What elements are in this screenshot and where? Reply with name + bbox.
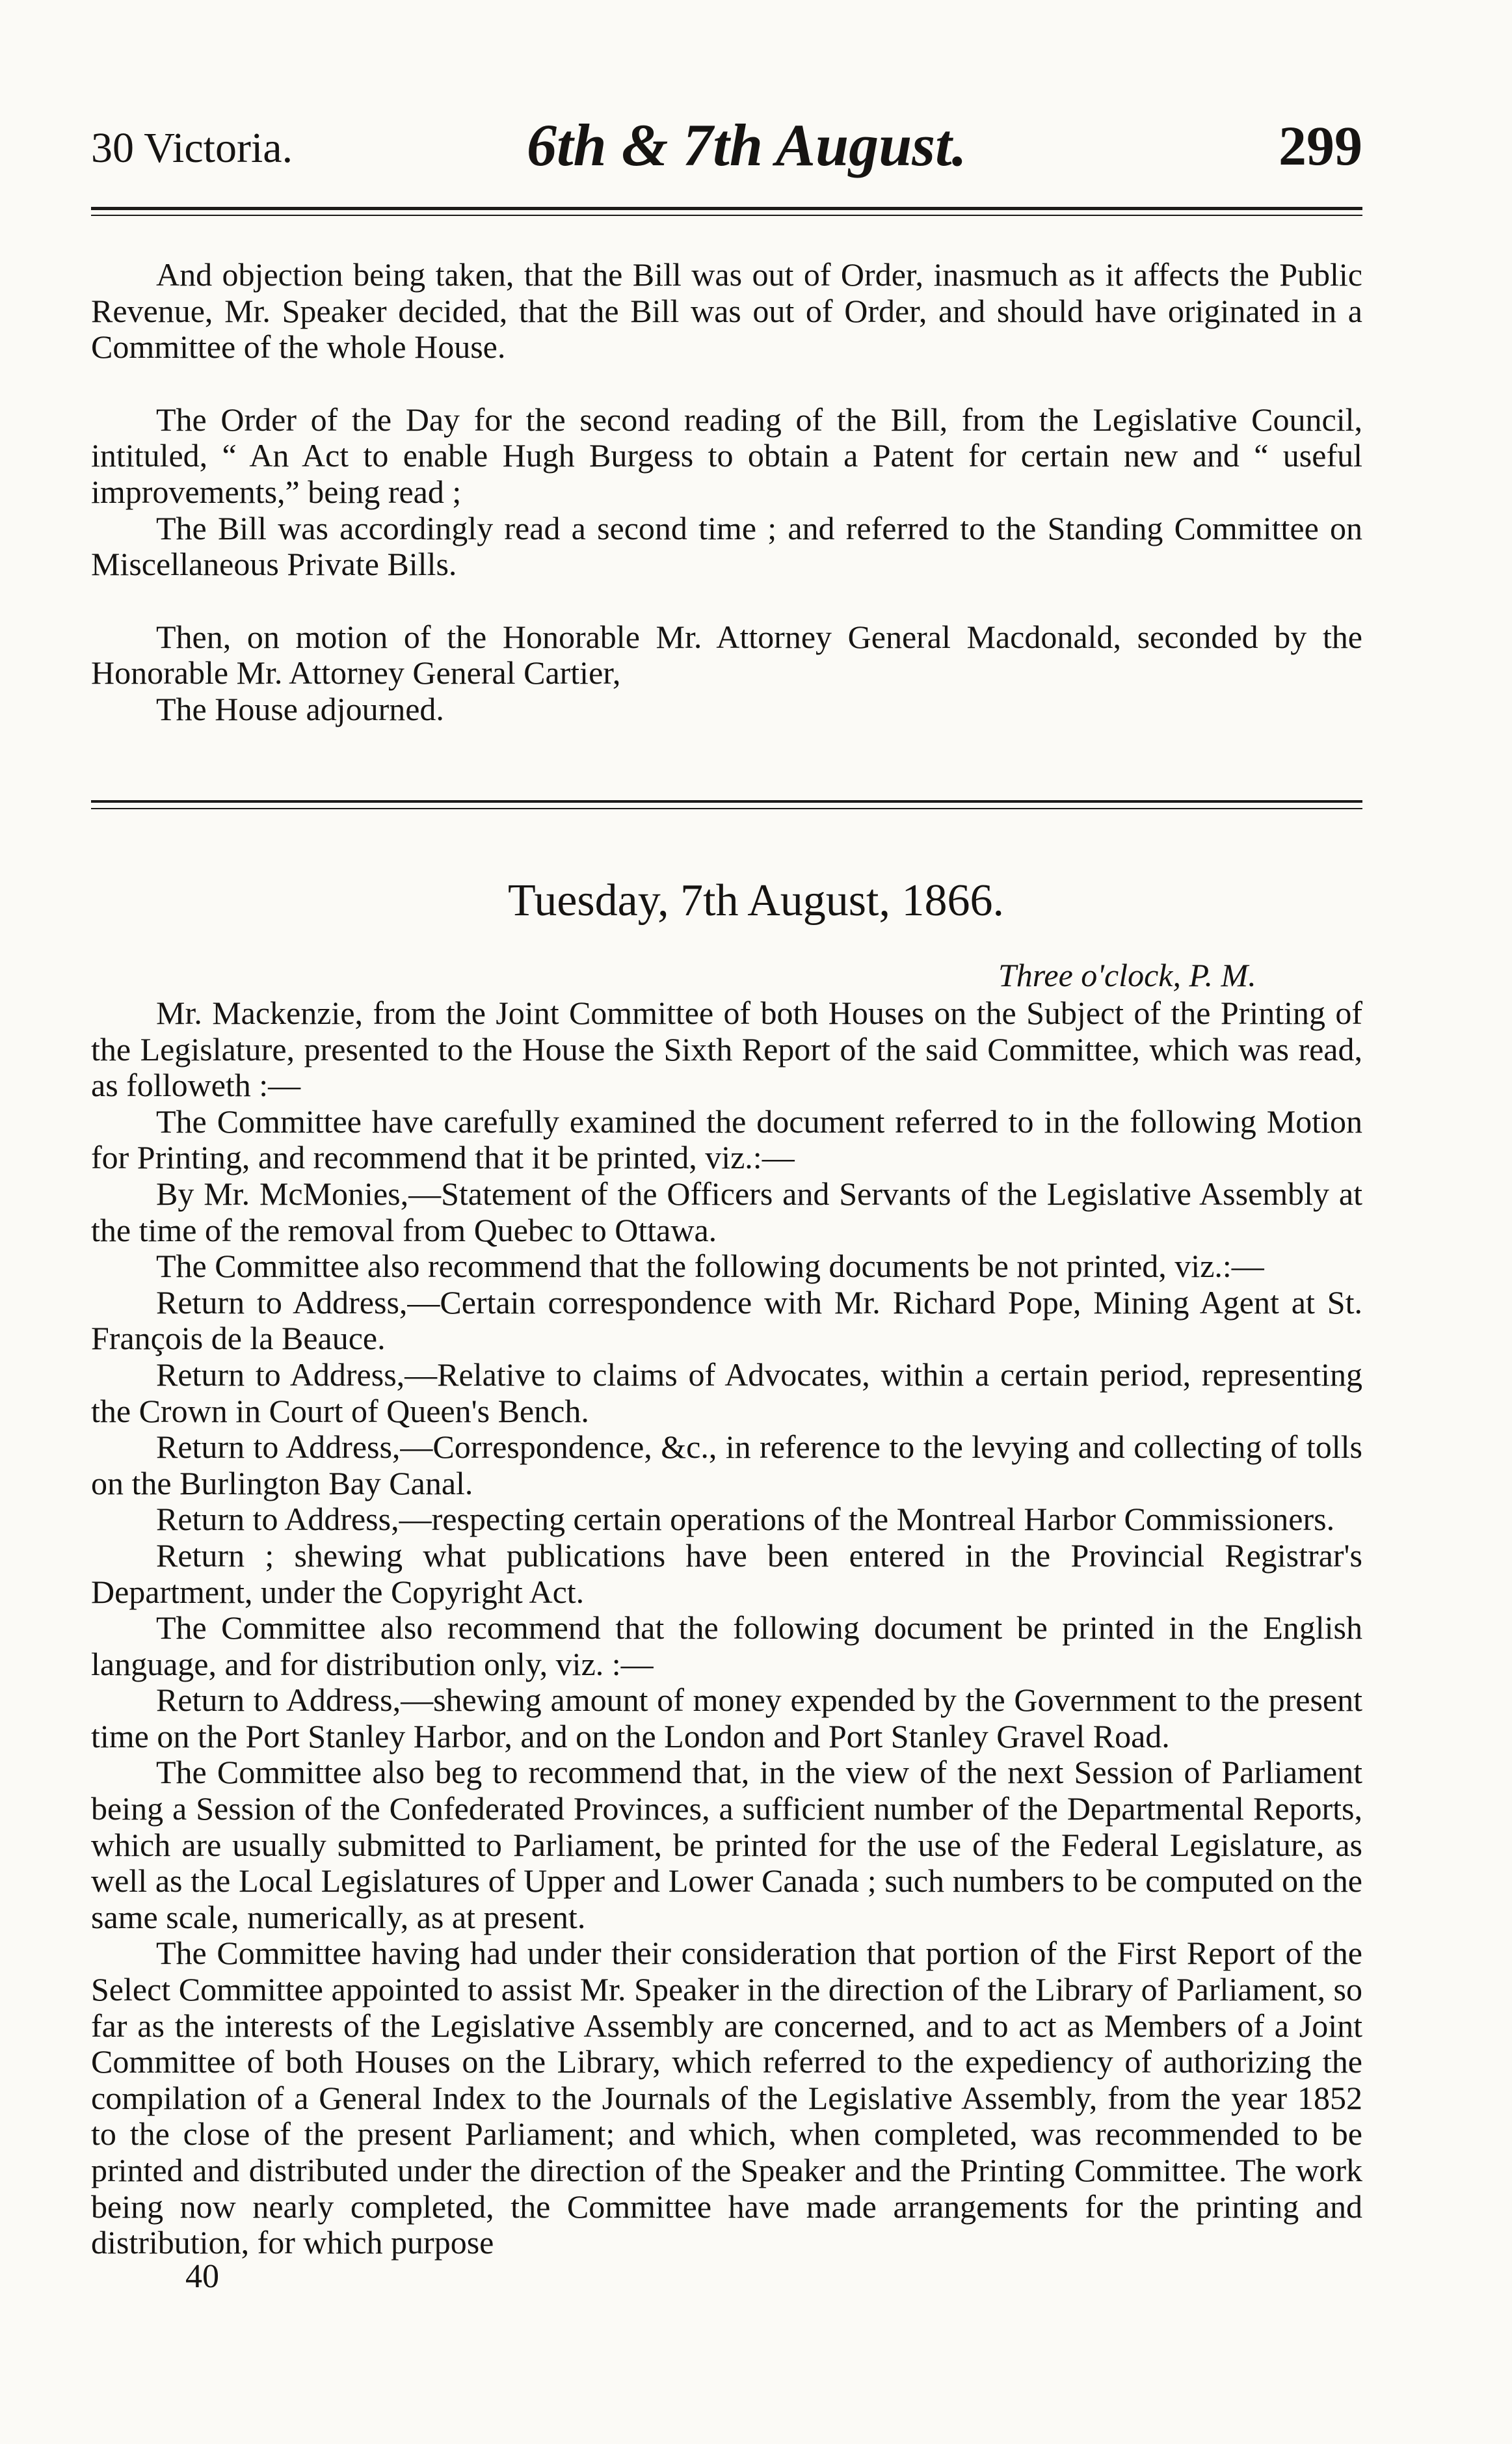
running-header [91, 111, 1362, 189]
paragraph: Mr. Mackenzie, from the Joint Committee of both Houses on the Subject of the Printing of the Legislature, presented to the House the Sixth Report of the said Committee, which was read, as followeth :— [91, 995, 1362, 1104]
paragraph: Then, on motion of the Honorable Mr. Attorney General Macdonald, seconded by the Honorable Mr. Attorney General Cartier, [91, 618, 1362, 692]
sitting-time: Three o'clock, P. M. [998, 957, 1256, 993]
header-rule [91, 207, 1362, 210]
paragraph: Return to Address,—Certain correspondence with Mr. Richard Pope, Mining Agent at St. François de la Beauce. [91, 1283, 1362, 1357]
main-section [91, 995, 1362, 2261]
signature-mark: 40 [185, 2258, 219, 2295]
session-label: 30 Victoria. [91, 124, 293, 172]
paragraph: The Order of the Day for the second reading of the Bill, from the Legislative Council, intituled, “ An Act to enable Hugh Burgess to obtain a Patent for certain new and “ useful improvements,” being read ; [91, 401, 1362, 510]
paragraph: Return to Address,—Correspondence, &c., in reference to the levying and collecting of tolls on the Burlington Bay Canal. [91, 1429, 1362, 1501]
header-dates: 6th & 7th August. [527, 112, 967, 178]
paragraph: And objection being taken, that the Bill was out of Order, inasmuch as it affects the Public Revenue, Mr. Speaker decided, that the Bill was out of Order, and should have originated in a Committee of the whole House. [91, 256, 1362, 366]
paragraph: Return ; shewing what publications have been entered in the Provincial Registrar's Department, under the Copyright Act. [91, 1537, 1362, 1610]
page-number: 299 [1279, 114, 1362, 177]
paragraph: By Mr. McMonies,—Statement of the Officers and Servants of the Legislative Assembly at the time of the removal from Quebec to Ottawa. [91, 1175, 1362, 1248]
paragraph: The Committee having had under their consideration that portion of the First Report of the Select Committee appointed to assist Mr. Speaker in the direction of the Library of Parliament, so far as the interests of the Legislative Assembly are concerned, and to act as Members of a Joint Committee of both Houses on the Library, which referred to the expediency of authorizing the compilation of a General Index to the Journals of the Legislative Assembly, from the year 1852 to the close of the present Parliament; and which, when completed, was recommended to be printed and distributed under the direction of the Speaker and the Printing Committee. The work being now nearly completed, the Committee have made arrangements for the printing and distribution, for which purpose [91, 1935, 1362, 2261]
paragraph: Return to Address,—Relative to claims of Advocates, within a certain period, representing the Crown in Court of Queen's Bench. [91, 1356, 1362, 1429]
paragraph: The Committee have carefully examined the document referred to in the following Motion for Printing, and recommend that it be printed, viz.:— [91, 1103, 1362, 1176]
top-section [91, 257, 1362, 728]
paragraph: Return to Address,—respecting certain operations of the Montreal Harbor Commissioners. [156, 1501, 1335, 1538]
section-divider-thin [91, 808, 1362, 809]
paragraph: The Committee also beg to recommend that, in the view of the next Session of Parliament being a Session of the Confederated Provinces, a sufficient number of the Departmental Reports, which are usually submitted to Parliament, be printed for the use of the Federal Legislature, as well as the Local Legislatures of Upper and Lower Canada ; such numbers to be computed on the same scale, numerically, as at present. [91, 1754, 1362, 1935]
day-heading: Tuesday, 7th August, 1866. [508, 876, 1004, 926]
paragraph: The House adjourned. [156, 690, 444, 727]
paragraph: The Bill was accordingly read a second time ; and referred to the Standing Committee on Miscellaneous Private Bills. [91, 509, 1362, 583]
paragraph: Return to Address,—shewing amount of money expended by the Government to the present time on the Port Stanley Harbor, and on the London and Port Stanley Gravel Road. [91, 1682, 1362, 1754]
paragraph: The Committee also recommend that the following documents be not printed, viz.:— [156, 1248, 1264, 1285]
paragraph: The Committee also recommend that the following document be printed in the English language, and for distribution only, viz. :— [91, 1609, 1362, 1682]
header-rule-thin [91, 215, 1362, 216]
section-divider [91, 800, 1362, 803]
